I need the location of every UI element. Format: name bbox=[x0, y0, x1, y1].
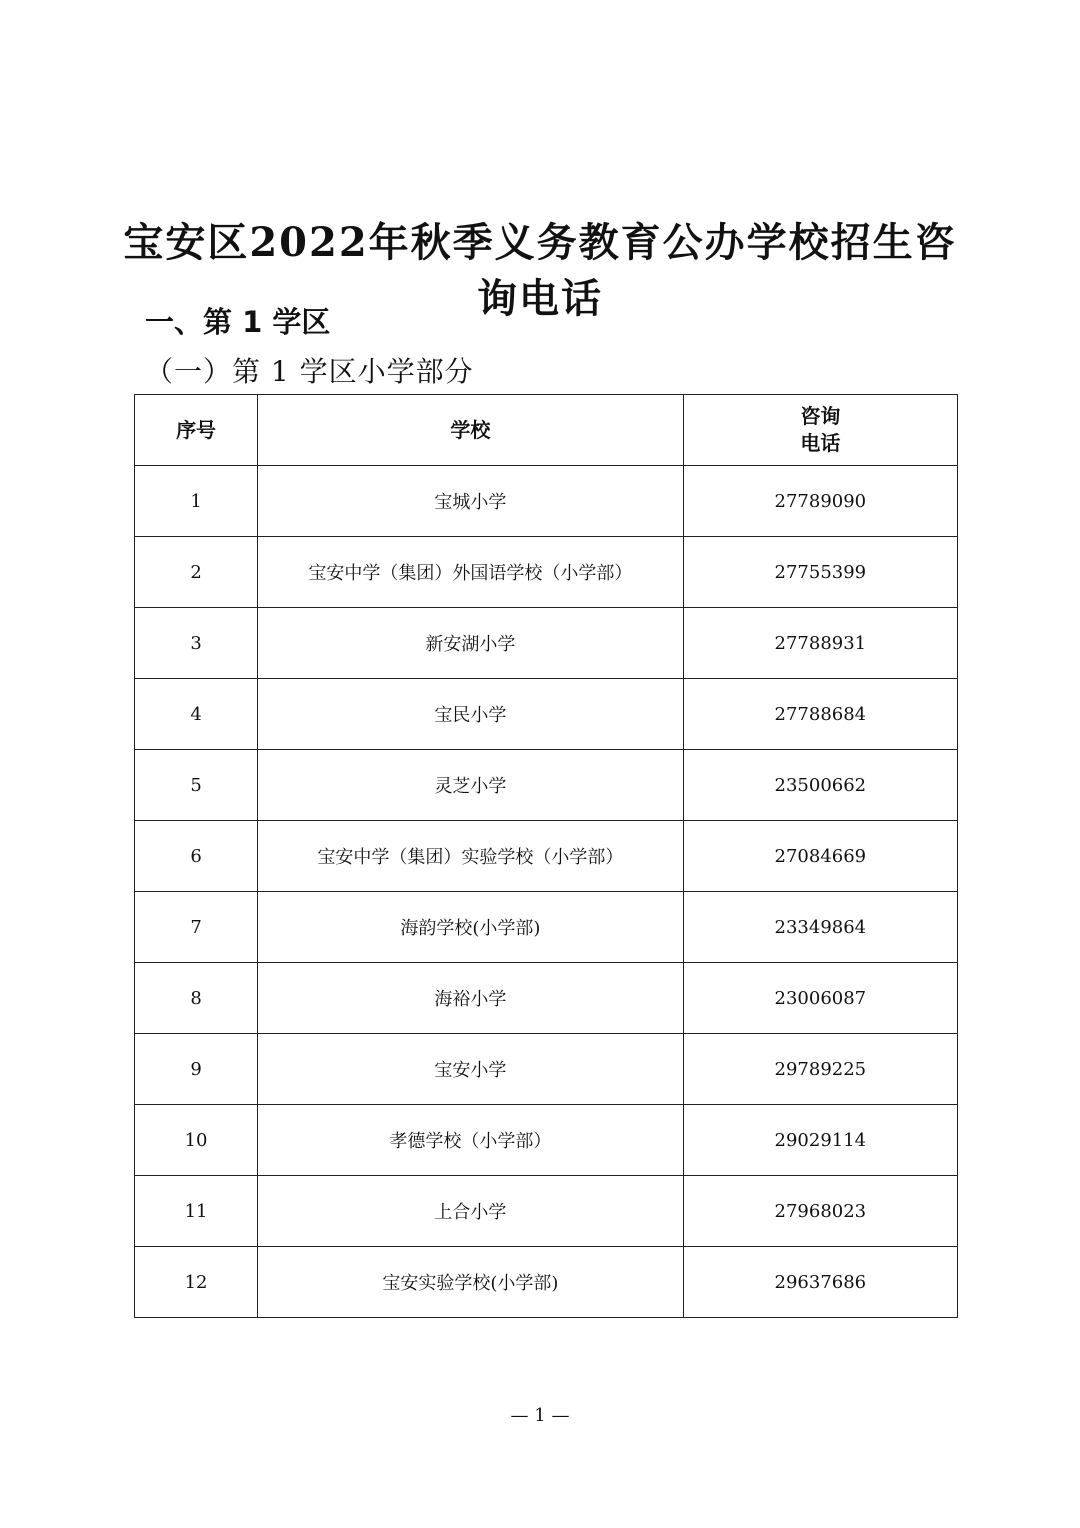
cell-phone: 23006087 bbox=[683, 963, 957, 1034]
document-title: 宝安区2022年秋季义务教育公办学校招生咨询电话 bbox=[123, 218, 957, 322]
cell-no: 8 bbox=[135, 963, 258, 1034]
section-heading: 一、第 1 学区 bbox=[145, 305, 331, 339]
cell-phone: 29789225 bbox=[683, 1034, 957, 1105]
cell-school: 宝安中学（集团）外国语学校（小学部） bbox=[258, 537, 684, 608]
cell-no: 1 bbox=[135, 466, 258, 537]
cell-phone: 27968023 bbox=[683, 1176, 957, 1247]
cell-school: 宝安实验学校(小学部) bbox=[258, 1247, 684, 1318]
cell-school: 宝民小学 bbox=[258, 679, 684, 750]
header-phone bbox=[683, 395, 957, 466]
cell-phone: 23500662 bbox=[683, 750, 957, 821]
table-row bbox=[135, 608, 958, 679]
cell-no: 2 bbox=[135, 537, 258, 608]
cell-school: 宝安小学 bbox=[258, 1034, 684, 1105]
cell-no: 4 bbox=[135, 679, 258, 750]
cell-no: 3 bbox=[135, 608, 258, 679]
cell-phone: 27788684 bbox=[683, 679, 957, 750]
table-row bbox=[135, 1105, 958, 1176]
cell-phone: 27755399 bbox=[683, 537, 957, 608]
table-row bbox=[135, 892, 958, 963]
cell-phone: 27084669 bbox=[683, 821, 957, 892]
cell-school: 海韵学校(小学部) bbox=[258, 892, 684, 963]
cell-phone: 29637686 bbox=[683, 1247, 957, 1318]
cell-no: 6 bbox=[135, 821, 258, 892]
table-header-row bbox=[135, 395, 958, 466]
cell-school: 宝城小学 bbox=[258, 466, 684, 537]
header-no: 序号 bbox=[135, 395, 258, 466]
cell-school: 孝德学校（小学部） bbox=[258, 1105, 684, 1176]
table-row bbox=[135, 963, 958, 1034]
cell-no: 11 bbox=[135, 1176, 258, 1247]
cell-no: 5 bbox=[135, 750, 258, 821]
cell-phone: 27788931 bbox=[683, 608, 957, 679]
cell-school: 宝安中学（集团）实验学校（小学部） bbox=[258, 821, 684, 892]
school-phone-table bbox=[134, 394, 958, 1318]
cell-no: 12 bbox=[135, 1247, 258, 1318]
table-row bbox=[135, 466, 958, 537]
cell-school: 新安湖小学 bbox=[258, 608, 684, 679]
cell-no: 10 bbox=[135, 1105, 258, 1176]
cell-school: 上合小学 bbox=[258, 1176, 684, 1247]
cell-no: 9 bbox=[135, 1034, 258, 1105]
table-row bbox=[135, 679, 958, 750]
cell-phone: 27789090 bbox=[683, 466, 957, 537]
table-row bbox=[135, 1247, 958, 1318]
table-row bbox=[135, 750, 958, 821]
table-row bbox=[135, 821, 958, 892]
header-school: 学校 bbox=[258, 395, 684, 466]
page-number: — 1 — bbox=[510, 1405, 570, 1426]
cell-phone: 29029114 bbox=[683, 1105, 957, 1176]
header-phone-line1: 咨询 bbox=[800, 404, 841, 428]
cell-school: 海裕小学 bbox=[258, 963, 684, 1034]
header-phone-line2: 电话 bbox=[800, 431, 841, 455]
cell-phone: 23349864 bbox=[683, 892, 957, 963]
subsection-heading: （一）第 1 学区小学部分 bbox=[145, 355, 474, 388]
cell-school: 灵芝小学 bbox=[258, 750, 684, 821]
table-row bbox=[135, 1034, 958, 1105]
table-row bbox=[135, 537, 958, 608]
cell-no: 7 bbox=[135, 892, 258, 963]
table-row bbox=[135, 1176, 958, 1247]
